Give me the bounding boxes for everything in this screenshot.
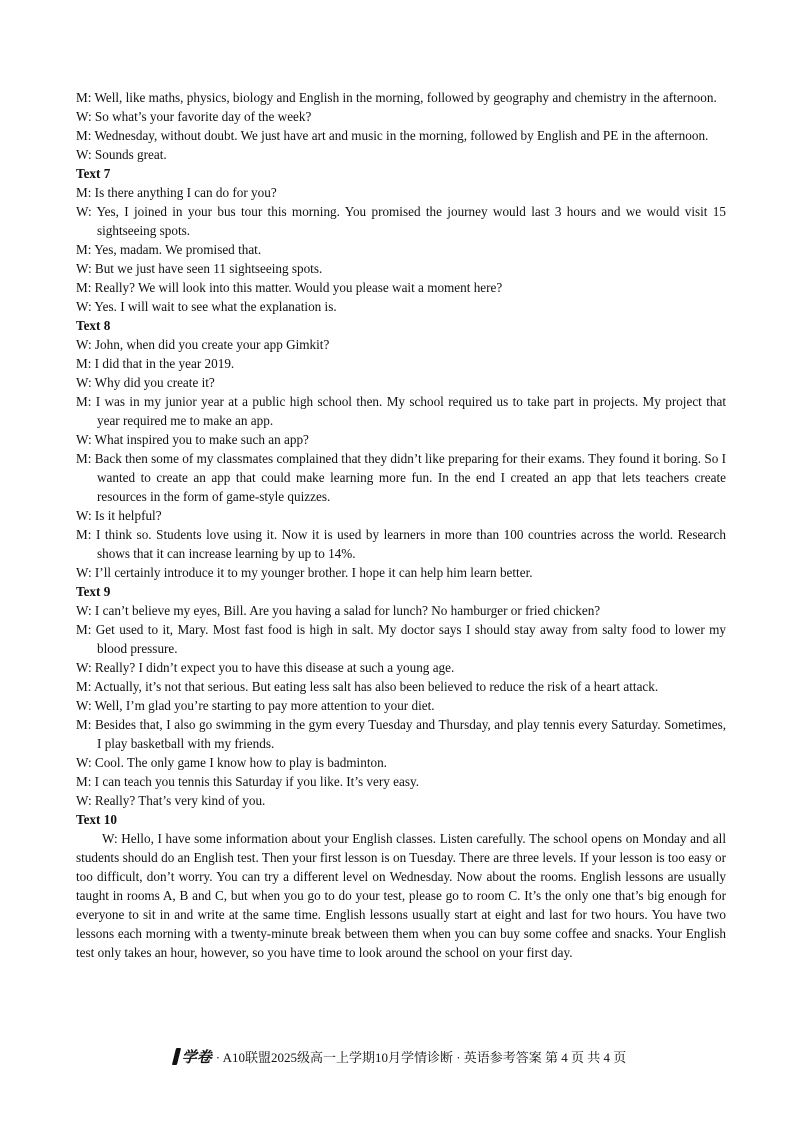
section-heading: Text 9 [76, 584, 111, 599]
footer-text: · A10联盟2025级高一上学期10月学情诊断 · 英语参考答案 第 4 页 共 4 页 [215, 1049, 627, 1065]
monologue-paragraph: W: Hello, I have some information about your English classes. Listen carefully. The school opens on Monday and all students should do an English test. Then your first lesson is on Tuesday. There are three levels. If your lesson is too easy or too difficult, don’t worry. You can try a different level on Wednesday. Now about the rooms. English lessons are usually taught in rooms A, B and C, but when you go to do your test, please go to room C. It’s the only one that’s big enough for everyone to sit in and write at the same time. English lessons usually start at eight and last for two hours. You have two lessons each morning with a twenty-minute break between them when you can buy some coffee and snacks. Your English test only takes an hour, however, so you have time to look around the school on your first day. [76, 831, 726, 960]
dialogue-line: M: Actually, it’s not that serious. But eating less salt has also been believed to reduce the risk of a heart attack. [76, 679, 659, 694]
page-footer [0, 1044, 800, 1068]
dialogue-line: M: Yes, madam. We promised that. [76, 242, 262, 257]
dialogue-line: M: I did that in the year 2019. [76, 356, 235, 371]
section-heading: Text 8 [76, 318, 111, 333]
logo-mark-icon [172, 1048, 181, 1065]
dialogue-line: M: Get used to it, Mary. Most fast food is high in salt. My doctor says I should stay away from salty food to lower my blood pressure. [76, 622, 726, 656]
dialogue-line: W: Really? That’s very kind of you. [76, 793, 266, 808]
dialogue-line: W: Is it helpful? [76, 508, 162, 523]
publisher-logo [174, 1046, 212, 1067]
dialogue-line: W: Yes. I will wait to see what the explanation is. [76, 299, 337, 314]
dialogue-line: M: I think so. Students love using it. Now it is used by learners in more than 100 countries across the world. Research shows that it can increase learning by up to 14%. [76, 527, 726, 561]
dialogue-line: M: I was in my junior year at a public high school then. My school required us to take part in projects. My project that year required me to make an app. [76, 394, 726, 428]
dialogue-line: M: Well, like maths, physics, biology and English in the morning, followed by geography and chemistry in the afternoon. [76, 90, 717, 105]
dialogue-line: W: But we just have seen 11 sightseeing spots. [76, 261, 323, 276]
dialogue-line: W: What inspired you to make such an app? [76, 432, 309, 447]
dialogue-line: M: Really? We will look into this matter. Would you please wait a moment here? [76, 280, 503, 295]
dialogue-line: W: Why did you create it? [76, 375, 215, 390]
section-heading: Text 7 [76, 166, 111, 181]
dialogue-line: W: So what’s your favorite day of the week? [76, 109, 312, 124]
dialogue-line: M: Back then some of my classmates complained that they didn’t like preparing for their exams. They found it boring. So I wanted to create an app that could make learning more fun. In the end I created an app that lets teachers create resources in the form of game-style quizzes. [76, 451, 726, 504]
dialogue-line: W: Sounds great. [76, 147, 167, 162]
dialogue-line: W: Really? I didn’t expect you to have this disease at such a young age. [76, 660, 455, 675]
dialogue-line: M: I can teach you tennis this Saturday if you like. It’s very easy. [76, 774, 420, 789]
dialogue-line: W: Yes, I joined in your bus tour this morning. You promised the journey would last 3 hours and we would visit 15 sightseeing spots. [76, 204, 726, 238]
dialogue-line: W: John, when did you create your app Gimkit? [76, 337, 330, 352]
dialogue-line: M: Is there anything I can do for you? [76, 185, 277, 200]
logo-text: 学卷 [181, 1047, 212, 1066]
dialogue-line: W: Well, I’m glad you’re starting to pay more attention to your diet. [76, 698, 435, 713]
section-heading: Text 10 [76, 812, 117, 827]
dialogue-line: M: Besides that, I also go swimming in the gym every Tuesday and Thursday, and play tennis every Saturday. Sometimes, I play basketball with my friends. [76, 717, 726, 751]
transcript-content [76, 88, 726, 962]
dialogue-line: M: Wednesday, without doubt. We just have art and music in the morning, followed by English and PE in the afternoon. [76, 128, 709, 143]
dialogue-line: W: I can’t believe my eyes, Bill. Are you having a salad for lunch? No hamburger or fried chicken? [76, 603, 601, 618]
dialogue-line: W: Cool. The only game I know how to play is badminton. [76, 755, 387, 770]
dialogue-line: W: I’ll certainly introduce it to my younger brother. I hope it can help him learn better. [76, 565, 533, 580]
